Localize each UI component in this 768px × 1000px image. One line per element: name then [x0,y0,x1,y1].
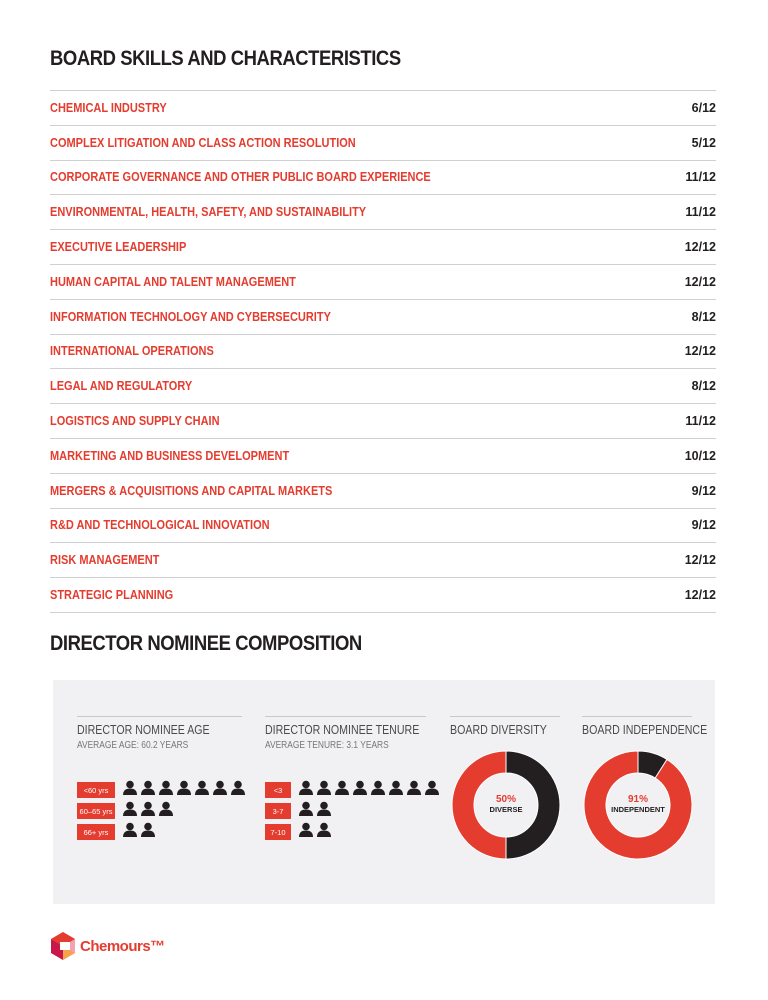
independence-section [582,716,708,737]
skill-value: 11/12 [685,414,716,429]
age-subtitle: AVERAGE AGE: 60.2 YEARS [77,739,189,751]
tenure-row [265,822,332,842]
skill-label: EXECUTIVE LEADERSHIP [50,240,187,255]
skill-value: 9/12 [691,483,716,498]
person-icon [140,780,156,800]
person-icon [158,780,174,800]
skill-row [50,126,716,161]
age-row [77,801,174,821]
composition-title: DIRECTOR NOMINEE COMPOSITION [50,632,362,655]
person-icon [298,780,314,800]
skill-label: R&D AND TECHNOLOGICAL INNOVATION [50,518,270,533]
skill-value: 8/12 [691,309,716,324]
skill-label: ENVIRONMENTAL, HEALTH, SAFETY, AND SUSTAINABILITY [50,205,367,220]
independence-title: BOARD INDEPENDENCE [582,723,708,737]
skill-value: 5/12 [691,135,716,150]
person-icon [424,780,440,800]
age-row [77,822,156,842]
diversity-percent: 50% [495,794,516,805]
skills-title: BOARD SKILLS AND CHARACTERISTICS [50,47,401,70]
independence-caption: INDEPENDENT [611,805,665,814]
skill-label: MERGERS & ACQUISITIONS AND CAPITAL MARKETS [50,483,333,498]
skill-value: 12/12 [684,240,716,255]
person-icon [316,822,332,842]
skill-value: 12/12 [684,344,716,359]
diversity-donut [451,750,561,860]
skill-row [50,404,716,439]
person-icon [370,780,386,800]
skill-row [50,265,716,300]
skill-row [50,230,716,265]
independence-percent: 91% [627,794,648,805]
skill-value: 9/12 [691,518,716,533]
skill-row [50,195,716,230]
tenure-row-label: 7-10 [265,824,291,840]
skill-row [50,161,716,196]
person-icon [406,780,422,800]
person-icon [212,780,228,800]
skill-value: 12/12 [684,274,716,289]
chemours-logo-icon [50,932,76,960]
skill-label: STRATEGIC PLANNING [50,588,174,603]
skill-row [50,509,716,544]
skill-label: LOGISTICS AND SUPPLY CHAIN [50,414,220,429]
skill-value: 8/12 [691,379,716,394]
skill-row [50,335,716,370]
age-row-label: 60–65 yrs [77,803,115,819]
tenure-section [265,716,426,751]
skill-row [50,300,716,335]
skill-value: 10/12 [684,448,716,463]
diversity-caption: DIVERSE [489,805,523,814]
composition-panel [53,680,715,904]
age-row-label: <60 yrs [77,782,115,798]
person-icon [140,801,156,821]
tenure-row-label: 3-7 [265,803,291,819]
tenure-row [265,801,332,821]
person-icon [122,822,138,842]
person-icon [122,801,138,821]
person-icon [230,780,246,800]
age-section [77,716,242,751]
skill-row [50,578,716,613]
skill-value: 11/12 [685,170,716,185]
age-row-label: 66+ yrs [77,824,115,840]
skill-label: COMPLEX LITIGATION AND CLASS ACTION RESOLUTION [50,135,356,150]
skill-label: LEGAL AND REGULATORY [50,379,193,394]
person-icon [176,780,192,800]
tenure-title: DIRECTOR NOMINEE TENURE [265,723,420,737]
chemours-logo [50,932,165,960]
age-title: DIRECTOR NOMINEE AGE [77,723,210,737]
skill-label: HUMAN CAPITAL AND TALENT MANAGEMENT [50,274,296,289]
diversity-title: BOARD DIVERSITY [450,723,547,737]
skill-row [50,474,716,509]
person-icon [298,801,314,821]
skill-value: 12/12 [684,553,716,568]
tenure-subtitle: AVERAGE TENURE: 3.1 YEARS [265,739,389,751]
person-icon [194,780,210,800]
skill-value: 11/12 [685,205,716,220]
person-icon [316,801,332,821]
tenure-row [265,780,440,800]
skill-value: 12/12 [684,588,716,603]
skill-row [50,543,716,578]
person-icon [316,780,332,800]
skill-label: INFORMATION TECHNOLOGY AND CYBERSECURITY [50,309,331,324]
skill-label: RISK MANAGEMENT [50,553,160,568]
skills-table [50,90,716,613]
skill-label: CORPORATE GOVERNANCE AND OTHER PUBLIC BOARD EXPERIENCE [50,170,431,185]
skill-label: CHEMICAL INDUSTRY [50,100,167,115]
independence-donut [583,750,693,860]
skill-label: MARKETING AND BUSINESS DEVELOPMENT [50,448,290,463]
person-icon [158,801,174,821]
skill-value: 6/12 [691,100,716,115]
skill-label: INTERNATIONAL OPERATIONS [50,344,214,359]
person-icon [352,780,368,800]
skill-row [50,439,716,474]
skill-row [50,369,716,404]
person-icon [388,780,404,800]
person-icon [140,822,156,842]
age-row [77,780,246,800]
skill-row [50,91,716,126]
person-icon [298,822,314,842]
diversity-section [450,716,560,737]
tenure-row-label: <3 [265,782,291,798]
person-icon [334,780,350,800]
logo-text: Chemours™ [80,937,165,955]
person-icon [122,780,138,800]
